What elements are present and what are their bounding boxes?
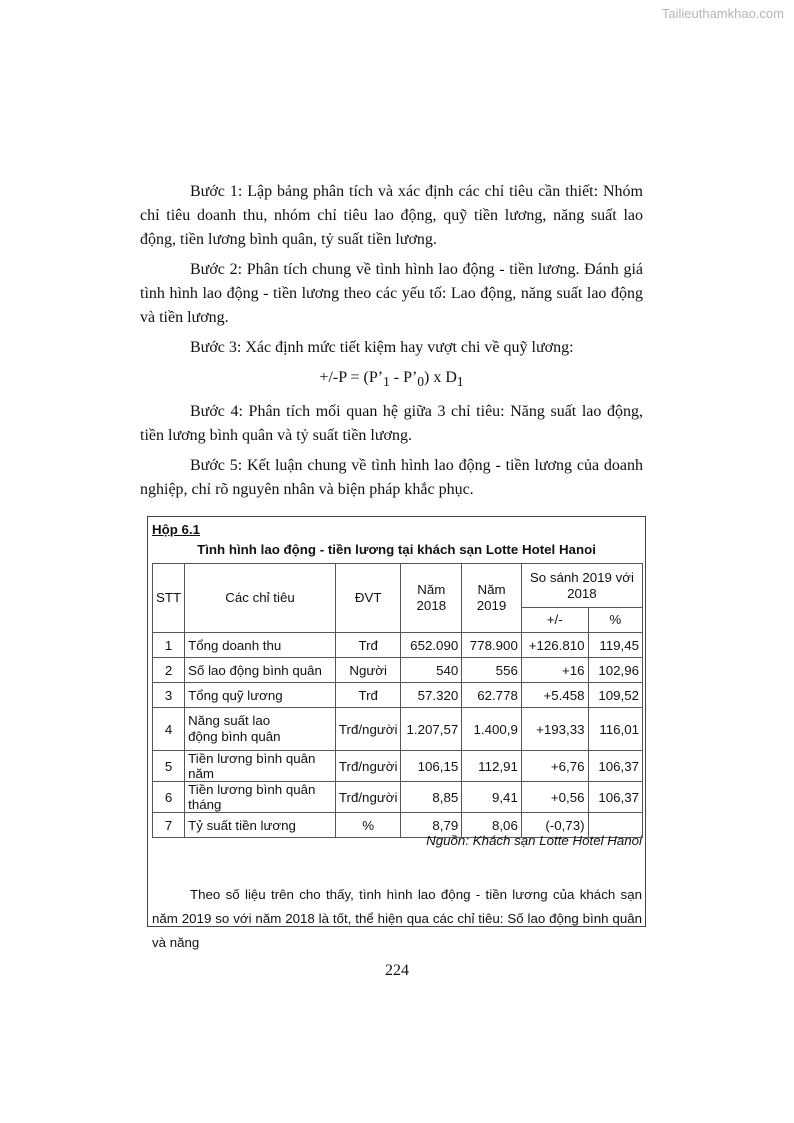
cell-diff: +6,76 [521,751,588,782]
header-compare: So sánh 2019 với 2018 [521,564,642,608]
cell-y2019: 556 [462,658,522,683]
header-2018: Năm 2018 [401,564,462,633]
header-stt: STT [153,564,185,633]
cell-unit: Trđ [335,633,401,658]
cell-diff: +16 [521,658,588,683]
cell-y2018: 540 [401,658,462,683]
cell-y2019: 1.400,9 [462,708,522,751]
formula [140,366,643,394]
table-row [153,782,643,813]
header-pct: % [588,608,642,633]
cell-y2018: 57.320 [401,683,462,708]
cell-name: Tiền lương bình quân tháng [185,782,336,813]
header-diff: +/- [521,608,588,633]
formula-sub: 1 [456,374,464,390]
cell-y2018: 8,85 [401,782,462,813]
header-unit: ĐVT [335,564,401,633]
cell-y2019: 778.900 [462,633,522,658]
cell-diff: (-0,73) [521,813,588,838]
table-row [153,683,643,708]
formula-sub: 1 [383,374,390,390]
box-6-1 [147,516,646,950]
cell-pct: 102,96 [588,658,642,683]
paragraph-step-1: Bước 1: Lập bảng phân tích và xác định các chỉ tiêu cần thiết: Nhóm chỉ tiêu doanh thu, nhóm chỉ tiêu lao động, quỹ tiền lương, năng suất lao động, tiền lương bình quân, tỷ suất tiền lương. [140,183,643,248]
cell-name: Năng suất lao động bình quân [185,708,336,751]
cell-stt: 7 [153,813,185,838]
cell-name: Số lao động bình quân [185,658,336,683]
cell-diff: +126.810 [521,633,588,658]
cell-stt: 1 [153,633,185,658]
cell-stt: 5 [153,751,185,782]
cell-name: Tổng quỹ lương [185,683,336,708]
cell-y2019: 112,91 [462,751,522,782]
formula-part: - P’ [389,369,418,386]
cell-y2018: 106,15 [401,751,462,782]
cell-name: Tiền lương bình quân năm [185,751,336,782]
cell-y2018: 652.090 [401,633,462,658]
cell-unit: Trđ [335,683,401,708]
cell-y2019: 9,41 [462,782,522,813]
page-number: 224 [385,962,409,979]
cell-unit: Người [335,658,401,683]
cell-name: Tổng doanh thu [185,633,336,658]
formula-part: ) x D [424,369,457,386]
cell-stt: 6 [153,782,185,813]
paragraph-step-5: Bước 5: Kết luận chung về tình hình lao động - tiền lương của doanh nghiệp, chỉ rõ nguyên nhân và biện pháp khắc phục. [140,457,643,499]
paragraph-step-3: Bước 3: Xác định mức tiết kiệm hay vượt chi về quỹ lương: [190,339,574,356]
cell-pct: 119,45 [588,633,642,658]
cell-unit: Trđ/người [335,708,401,751]
labor-wage-table [152,563,643,838]
cell-name: Tỷ suất tiền lương [185,813,336,838]
formula-sub: 0 [417,374,425,390]
cell-stt: 4 [153,708,185,751]
table-row [153,708,643,751]
table-row [153,658,643,683]
cell-unit: Trđ/người [335,782,401,813]
cell-diff: +193,33 [521,708,588,751]
cell-y2018: 1.207,57 [401,708,462,751]
box-title: Tình hình lao động - tiền lương tại khách sạn Lotte Hotel Hanoi [197,542,596,557]
cell-diff: +5.458 [521,683,588,708]
cell-y2019: 62.778 [462,683,522,708]
cell-diff: +0,56 [521,782,588,813]
table-row [153,633,643,658]
body-text [140,180,643,508]
cell-y2019: 8,06 [462,813,522,838]
source-note: Nguồn: Khách sạn Lotte Hotel Hanoi [426,833,642,848]
paragraph-step-4: Bước 4: Phân tích mối quan hệ giữa 3 chỉ tiêu: Năng suất lao động, tiền lương bình quân và tỷ suất tiền lương. [140,403,643,445]
header-2019: Năm 2019 [462,564,522,633]
cell-unit: Trđ/người [335,751,401,782]
cell-unit: % [335,813,401,838]
cell-stt: 3 [153,683,185,708]
table-row [153,751,643,782]
watermark: Tailieuthamkhao.com [661,6,784,21]
cell-y2018: 8,79 [401,813,462,838]
cell-pct: 109,52 [588,683,642,708]
cell-pct: 106,37 [588,782,642,813]
box-paragraph: Theo số liệu trên cho thấy, tình hình lao động - tiền lương của khách sạn năm 2019 so với năm 2018 là tốt, thể hiện qua các chỉ tiêu: Số lao động bình quân và năng [152,887,642,950]
box-label: Hộp 6.1 [152,522,201,537]
cell-pct: 116,01 [588,708,642,751]
cell-stt: 2 [153,658,185,683]
header-indicator: Các chỉ tiêu [185,564,336,633]
paragraph-step-2: Bước 2: Phân tích chung về tình hình lao động - tiền lương. Đánh giá tình hình lao động - tiền lương theo các yếu tố: Lao động, năng suất lao động và tiền lương. [140,261,643,326]
formula-part: +/-P = (P’ [319,369,384,386]
cell-pct: 106,37 [588,751,642,782]
